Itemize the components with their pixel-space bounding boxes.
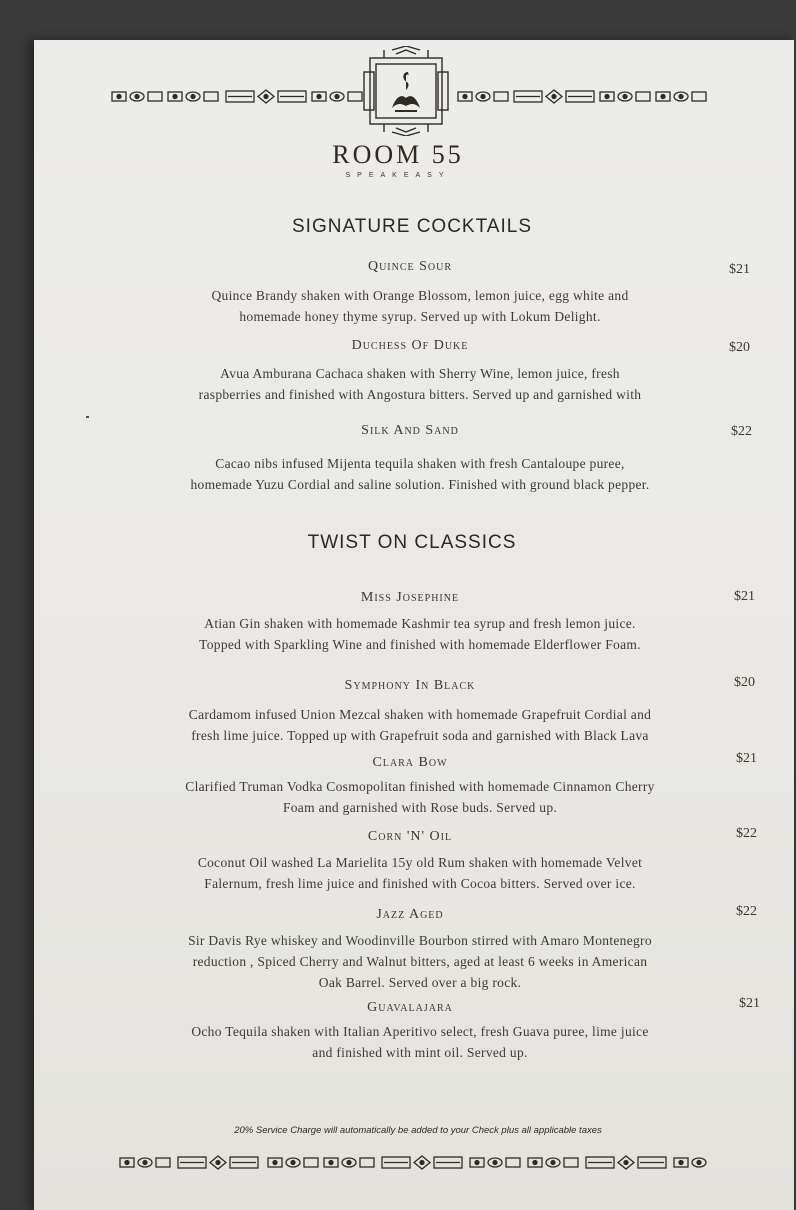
item-price: $21: [739, 996, 760, 1011]
stray-mark: [86, 416, 89, 418]
item-name: Silk And Sand: [361, 423, 459, 438]
swan-logo-icon: [362, 46, 450, 136]
item-price: $22: [736, 904, 757, 919]
item-description: Clarified Truman Vodka Cosmopolitan finished with homemade Cinnamon Cherry Foam and garnished with Rose buds. Served up.: [185, 779, 655, 815]
item-description: Avua Amburana Cachaca shaken with Sherry Wine, lemon juice, fresh raspberries and finished with Angostura bitters. Served up and garnished with: [198, 366, 642, 402]
item-name: Miss Josephine: [360, 590, 460, 605]
item-price: $21: [736, 751, 757, 766]
item-name: Duchess Of Duke: [351, 338, 469, 353]
item-description: Atian Gin shaken with homemade Kashmir tea syrup and fresh lemon juice. Topped with Sparkling Wine and finished with homemade Elderflower Foam.: [199, 616, 641, 652]
item-price: $21: [734, 589, 755, 604]
item-price: $20: [734, 675, 755, 690]
bottom-border-ornament: [118, 1152, 718, 1172]
section-title-signature: SIGNATURE COCKTAILS: [292, 216, 532, 237]
item-description: Cacao nibs infused Mijenta tequila shaken with fresh Cantaloupe puree, homemade Yuzu Cordial and saline solution. Finished with ground black pepper.: [190, 456, 650, 492]
item-description: Cardamom infused Union Mezcal shaken with homemade Grapefruit Cordial and fresh lime juice. Topped up with Grapefruit soda and garnished with Black Lava: [188, 707, 652, 743]
item-description: Quince Brandy shaken with Orange Blossom, lemon juice, egg white and homemade honey thyme syrup. Served up with Lokum Delight.: [211, 288, 629, 324]
item-name: Corn 'N' Oil: [367, 829, 453, 844]
item-description: Sir Davis Rye whiskey and Woodinville Bourbon stirred with Amaro Montenegro reduction , Spiced Cherry and Walnut bitters, aged at least 6 weeks in American Oak Barrel. Served over a big rock.: [188, 933, 652, 990]
brand-name: ROOM 55: [332, 140, 464, 169]
item-name: Clara Bow: [372, 755, 448, 770]
item-name: Guavalajara: [367, 1000, 453, 1015]
item-description: Ocho Tequila shaken with Italian Aperitivo select, fresh Guava puree, lime juice and finished with mint oil. Served up.: [191, 1024, 649, 1060]
brand-tagline: SPEAKEASY: [345, 172, 451, 179]
item-price: $22: [731, 424, 752, 439]
service-charge-note: 20% Service Charge will automatically be added to your Check plus all applicable taxes: [234, 1125, 602, 1136]
item-price: $20: [729, 340, 750, 355]
item-name: Jazz Aged: [376, 907, 444, 922]
item-price: $21: [729, 262, 750, 277]
section-title-twist: TWIST ON CLASSICS: [307, 532, 517, 553]
item-description: Coconut Oil washed La Marielita 15y old Rum shaken with homemade Velvet Falernum, fresh lime juice and finished with Cocoa bitters. Served over ice.: [197, 855, 643, 891]
item-name: Symphony In Black: [344, 678, 476, 693]
item-name: Quince Sour: [367, 259, 453, 274]
item-price: $22: [736, 826, 757, 841]
